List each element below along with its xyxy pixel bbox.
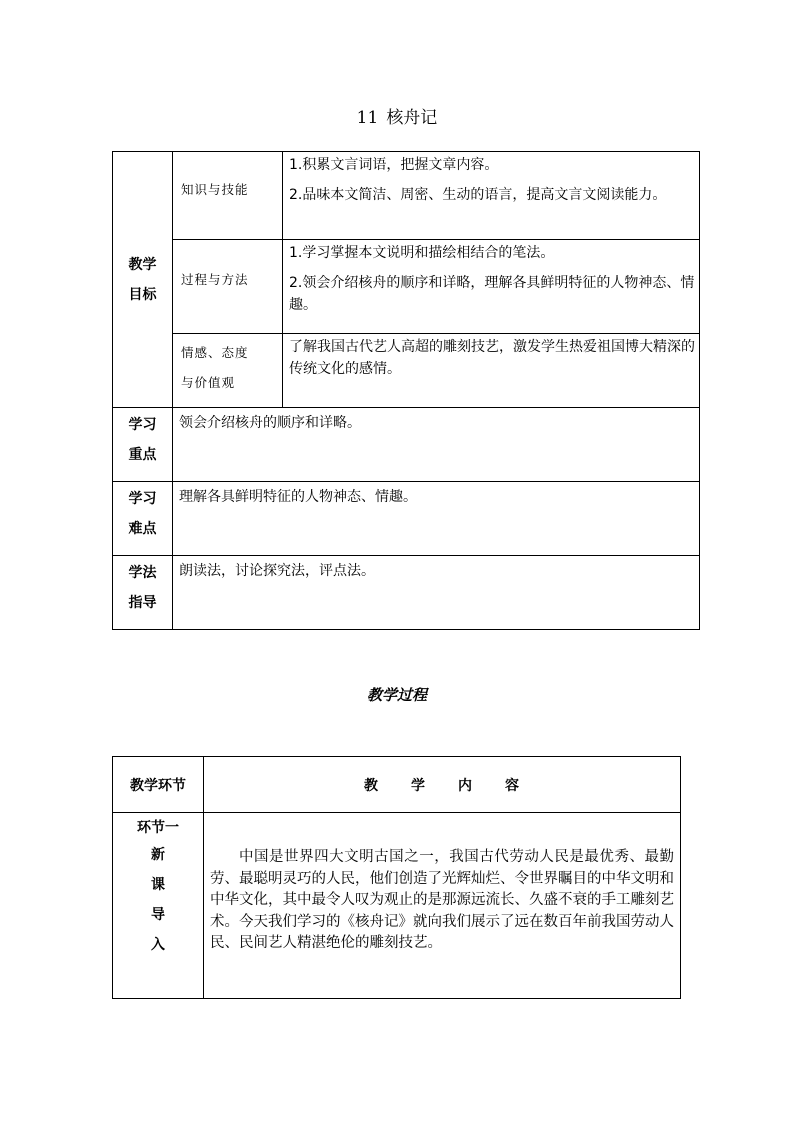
header-stage: 教学环节 — [113, 757, 204, 813]
page-title — [0, 106, 794, 130]
objective-label-knowledge: 知识与技能 — [173, 152, 283, 240]
method-content: 朗读法，讨论探究法，评点法。 — [173, 556, 700, 630]
objective-content-process: 1.学习掌握本文说明和描绘相结合的笔法。 2.领会介绍核舟的顺序和详略，理解各具鲜明特征的人物神态、情趣。 — [283, 240, 700, 334]
objective-label-attitude: 情感、态度 与价值观 — [173, 334, 283, 408]
process-title: 教学过程 — [366, 686, 427, 704]
objective-content-knowledge: 1.积累文言词语，把握文章内容。 2.品味本文简洁、周密、生动的语言，提高文言文阅读能力。 — [283, 152, 700, 240]
objective-label-process: 过程与方法 — [173, 240, 283, 334]
lesson-number: 11 — [356, 108, 379, 128]
objectives-table — [112, 151, 700, 630]
difficulties-content: 理解各具鲜明特征的人物神态、情趣。 — [173, 482, 700, 556]
method-label: 学法 指导 — [113, 556, 173, 630]
lesson-title: 核舟记 — [386, 108, 438, 128]
key-points-label: 学习 重点 — [113, 408, 173, 482]
process-table — [112, 756, 681, 999]
difficulties-label: 学习 难点 — [113, 482, 173, 556]
stage-label: 环节一 新 课 导 入 — [113, 813, 204, 999]
objectives-category: 教学 目标 — [113, 152, 173, 408]
key-points-content: 领会介绍核舟的顺序和详略。 — [173, 408, 700, 482]
stage-content: 中国是世界四大文明古国之一，我国古代劳动人民是最优秀、最勤劳、最聪明灵巧的人民，他们创造了光辉灿烂、令世界瞩目的中华文明和中华文化，其中最令人叹为观止的是那源远流长、久盛不衰的手工雕刻艺术。今天我们学习的《核舟记》就向我们展示了远在数百年前我国劳动人民、民间艺人精湛绝伦的雕刻技艺。 — [204, 813, 681, 999]
objective-content-attitude: 了解我国古代艺人高超的雕刻技艺，激发学生热爱祖国博大精深的传统文化的感情。 — [283, 334, 700, 408]
header-content: 教 学 内 容 — [204, 757, 681, 813]
